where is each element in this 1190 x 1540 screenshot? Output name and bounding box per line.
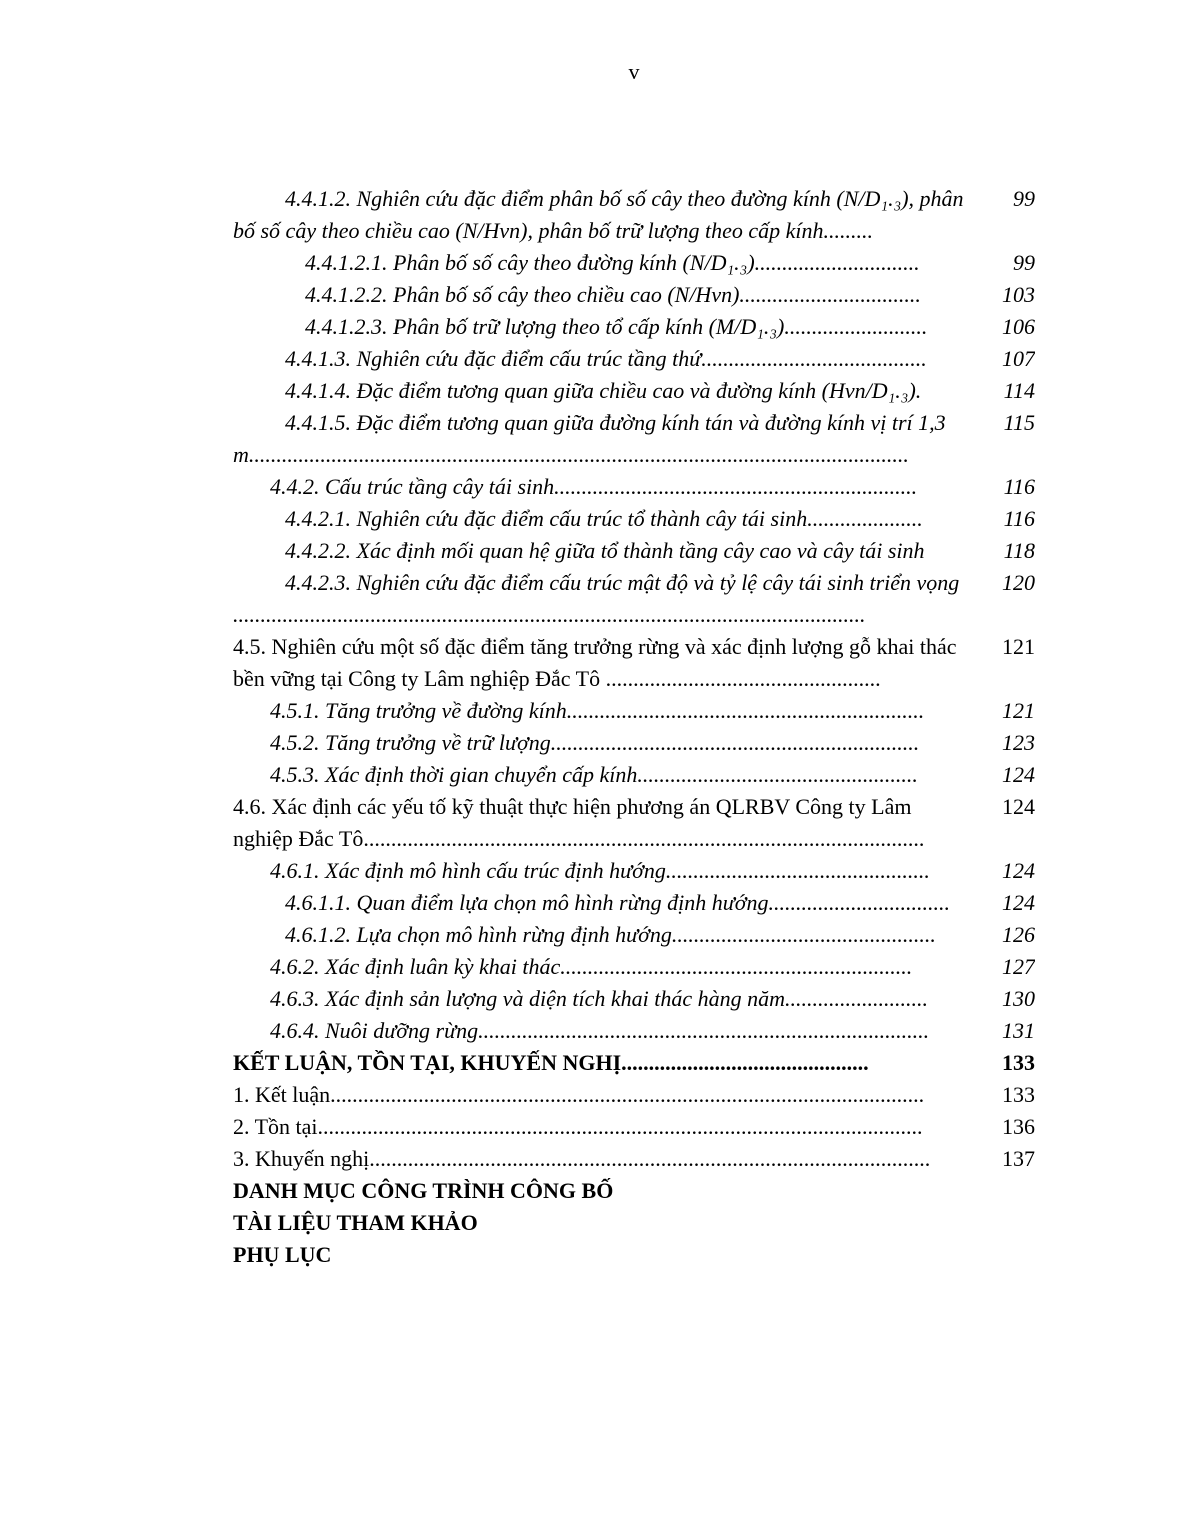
toc-entry bbox=[233, 343, 1035, 375]
toc-entry-page-number: 99 bbox=[1013, 250, 1035, 275]
toc-entry-page-number: 126 bbox=[1002, 922, 1035, 947]
toc-entry-title: 4.6.3. Xác định sản lượng và diện tích khai thác hàng năm.......................... bbox=[270, 986, 929, 1011]
toc-entry-title: 4.6.1. Xác định mô hình cấu trúc định hướng................................................ bbox=[270, 858, 930, 883]
toc-entry-title: 4.4.1.2.3. Phân bố trữ lượng theo tổ cấp kính (M/D₁.₃).......................... bbox=[305, 314, 928, 339]
toc-entry bbox=[233, 535, 1035, 567]
toc-entry-title: 4.4.1.2.1. Phân bố số cây theo đường kính (N/D₁.₃).............................. bbox=[305, 250, 920, 275]
toc-entry-title: 4.6.2. Xác định luân kỳ khai thác................................................................ bbox=[270, 954, 913, 979]
toc-entry-title: 4.4.1.5. Đặc điểm tương quan giữa đường kính tán và đường kính vị trí 1,3 m........................................................................................................................ bbox=[233, 410, 946, 467]
toc-entry-title: 4.5. Nghiên cứu một số đặc điểm tăng trưởng rừng và xác định lượng gỗ khai thác bền vững tại Công ty Lâm nghiệp Đắc Tô .................................................. bbox=[233, 634, 957, 691]
toc-entry-page-number: 133 bbox=[1002, 1050, 1035, 1075]
toc-entry bbox=[233, 247, 1035, 279]
toc-entry bbox=[233, 1111, 1035, 1143]
toc-entry bbox=[233, 1079, 1035, 1111]
toc-entry-title: 2. Tồn tại.............................................................................................................. bbox=[233, 1114, 923, 1139]
toc-entry-title: 4.4.2. Cấu trúc tầng cây tái sinh.................................................................. bbox=[270, 474, 918, 499]
toc-entry-title: 4.6.4. Nuôi dưỡng rừng.................................................................................. bbox=[270, 1018, 930, 1043]
toc-entry bbox=[233, 407, 1035, 471]
toc-entry-title: 4.4.1.2.2. Phân bố số cây theo chiều cao (N/Hvn)................................. bbox=[305, 282, 921, 307]
toc-entry-page-number: 116 bbox=[1003, 506, 1035, 531]
toc-entry bbox=[233, 1143, 1035, 1175]
toc-entry bbox=[233, 503, 1035, 535]
toc-entry-page-number: 121 bbox=[1002, 634, 1035, 659]
toc-entry-page-number: 121 bbox=[1002, 698, 1035, 723]
toc-entry bbox=[233, 887, 1035, 919]
toc-entry-title: 4.4.2.3. Nghiên cứu đặc điểm cấu trúc mật độ và tỷ lệ cây tái sinh triển vọng ................................................................................................................... bbox=[233, 570, 960, 627]
toc-entry bbox=[233, 1047, 1035, 1079]
toc-entry bbox=[233, 1207, 1035, 1239]
toc-entry bbox=[233, 183, 1035, 247]
toc-entry bbox=[233, 759, 1035, 791]
toc-entry-page-number: 99 bbox=[1013, 186, 1035, 211]
toc-entry-page-number: 127 bbox=[1002, 954, 1035, 979]
toc-entry-title: 3. Khuyến nghị...................................................................................................... bbox=[233, 1146, 931, 1171]
toc-entry-page-number: 115 bbox=[1003, 410, 1035, 435]
toc-entry bbox=[233, 951, 1035, 983]
toc-entry-page-number: 106 bbox=[1002, 314, 1035, 339]
toc-entry-title: 1. Kết luận............................................................................................................ bbox=[233, 1082, 925, 1107]
toc-entry-page-number: 124 bbox=[1002, 794, 1035, 819]
toc-entry-page-number: 118 bbox=[1003, 538, 1035, 563]
toc-entry bbox=[233, 855, 1035, 887]
toc-entry bbox=[233, 279, 1035, 311]
toc-entry bbox=[233, 311, 1035, 343]
toc-entry-title: 4.4.2.2. Xác định mối quan hệ giữa tổ thành tầng cây cao và cây tái sinh bbox=[285, 538, 925, 563]
toc-entry-title: 4.4.2.1. Nghiên cứu đặc điểm cấu trúc tổ thành cây tái sinh..................... bbox=[285, 506, 923, 531]
toc-entry bbox=[233, 471, 1035, 503]
toc-entry-page-number: 136 bbox=[1002, 1114, 1035, 1139]
toc-entry-title: 4.5.2. Tăng trưởng về trữ lượng................................................................... bbox=[270, 730, 920, 755]
toc-entry bbox=[233, 983, 1035, 1015]
toc-entry-title: 4.6.1.1. Quan điểm lựa chọn mô hình rừng định hướng................................. bbox=[285, 890, 950, 915]
toc-entry-title: 4.4.1.4. Đặc điểm tương quan giữa chiều cao và đường kính (Hvn/D₁.₃). bbox=[285, 378, 922, 403]
toc-entry bbox=[233, 695, 1035, 727]
toc-entry-page-number: 124 bbox=[1002, 762, 1035, 787]
toc-entry-title: 4.5.3. Xác định thời gian chuyển cấp kính................................................... bbox=[270, 762, 918, 787]
toc-entry-page-number: 123 bbox=[1002, 730, 1035, 755]
toc-entry-page-number: 116 bbox=[1003, 474, 1035, 499]
toc-entry-page-number: 131 bbox=[1002, 1018, 1035, 1043]
toc-entry-title: 4.4.1.3. Nghiên cứu đặc điểm cấu trúc tầng thứ......................................... bbox=[285, 346, 927, 371]
toc-entry bbox=[233, 1239, 1035, 1271]
toc-entry-page-number: 120 bbox=[1002, 570, 1035, 595]
toc-entry bbox=[233, 1015, 1035, 1047]
toc-entry-title: 4.6. Xác định các yếu tố kỹ thuật thực hiện phương án QLRBV Công ty Lâm nghiệp Đắc Tô...................................................................................................... bbox=[233, 794, 925, 851]
toc-entry-page-number: 114 bbox=[1003, 378, 1035, 403]
toc-entry-title: KẾT LUẬN, TỒN TẠI, KHUYẾN NGHỊ............................................. bbox=[233, 1050, 869, 1075]
toc-entry-title: 4.4.1.2. Nghiên cứu đặc điểm phân bố số cây theo đường kính (N/D₁.₃), phân bố số cây theo chiều cao (N/Hvn), phân bố trữ lượng theo cấp kính......... bbox=[233, 186, 964, 243]
toc-entry-page-number: 107 bbox=[1002, 346, 1035, 371]
toc-entry bbox=[233, 1175, 1035, 1207]
toc-entry bbox=[233, 631, 1035, 695]
toc-entry bbox=[233, 727, 1035, 759]
toc-entry-title: 4.5.1. Tăng trưởng về đường kính................................................................. bbox=[270, 698, 925, 723]
toc-entry-title: DANH MỤC CÔNG TRÌNH CÔNG BỐ bbox=[233, 1178, 614, 1203]
toc-entry-title: PHỤ LỤC bbox=[233, 1242, 332, 1267]
toc-entry-title: 4.6.1.2. Lựa chọn mô hình rừng định hướng................................................ bbox=[285, 922, 936, 947]
table-of-contents bbox=[233, 183, 1035, 1271]
toc-entry-title: TÀI LIỆU THAM KHẢO bbox=[233, 1210, 478, 1235]
toc-entry-page-number: 133 bbox=[1002, 1082, 1035, 1107]
toc-entry bbox=[233, 919, 1035, 951]
toc-entry-page-number: 137 bbox=[1002, 1146, 1035, 1171]
page-number-header: v bbox=[628, 59, 640, 84]
toc-entry-page-number: 124 bbox=[1002, 858, 1035, 883]
toc-entry bbox=[233, 791, 1035, 855]
toc-entry-page-number: 103 bbox=[1002, 282, 1035, 307]
toc-entry bbox=[233, 375, 1035, 407]
toc-entry-page-number: 130 bbox=[1002, 986, 1035, 1011]
toc-entry bbox=[233, 567, 1035, 631]
toc-entry-page-number: 124 bbox=[1002, 890, 1035, 915]
